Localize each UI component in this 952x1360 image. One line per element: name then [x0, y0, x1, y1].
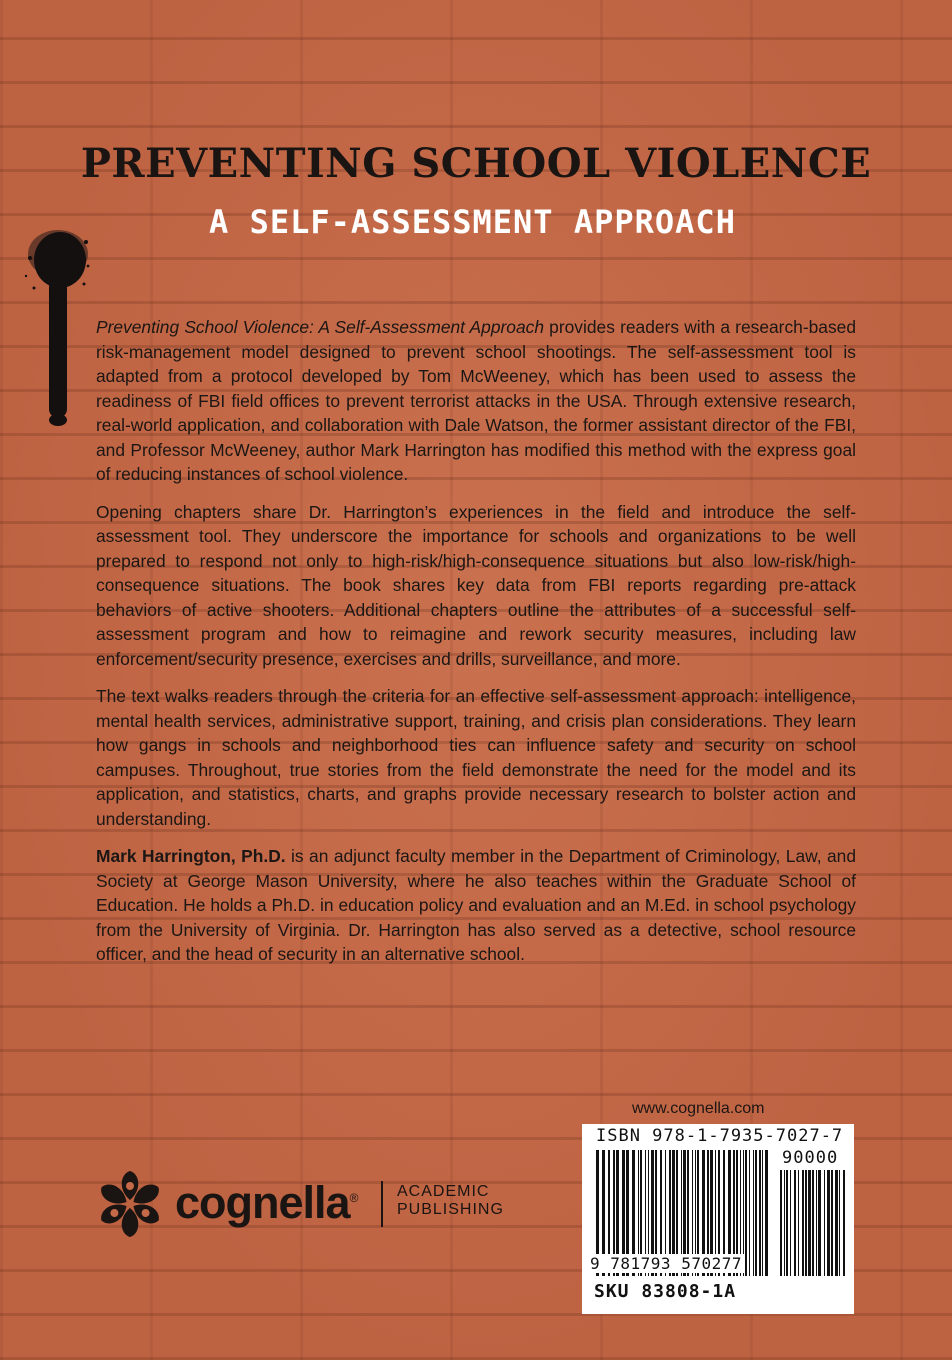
book-title: PREVENTING SCHOOL VIOLENCE — [80, 140, 872, 187]
publisher-divider — [381, 1181, 383, 1227]
spray-paint-drip — [22, 228, 92, 428]
publisher-name: cognella® — [175, 1177, 358, 1228]
isbn-barcode — [582, 1124, 854, 1314]
publisher-website: www.cognella.com — [632, 1100, 765, 1117]
author-bio-text: is an adjunct faculty member in the Department of Criminology, Law, and Society at George Mason University, where he also teaches within the Graduate School of Education. He holds a Ph.D. in education policy and evaluation and an M.Ed. in school psychology from the University of Virginia. Dr. Harrington has also served as a detective, school resource officer, and the head of security in an alternative school. — [96, 846, 857, 964]
author-bio — [96, 844, 856, 967]
price-code: 90000 — [782, 1148, 839, 1168]
paragraph-criteria: The text walks readers through the criteria for an effective self-assessment approach: intelligence, mental health services, administrative support, training, and crisis plan considerations. They learn how gangs in schools and neighborhood ties can influence safety and security on school campuses. Throughout, true stories from the field demonstrate the need for the model and its application, and statistics, charts, and graphs provide necessary research to bolster action and understanding. — [96, 686, 856, 829]
publisher-logo — [95, 1167, 515, 1241]
barcode-digits: 9 781793 570277 — [590, 1254, 742, 1273]
author-name: Mark Harrington, Ph.D. — [96, 846, 286, 866]
sku-number: SKU 83808-1A — [594, 1281, 737, 1302]
cognella-flower-icon — [95, 1169, 165, 1239]
addon-barcode-bars — [780, 1170, 846, 1276]
publisher-tagline: ACADEMIC PUBLISHING — [397, 1183, 504, 1218]
paragraph-intro — [96, 315, 856, 487]
paragraph-intro-text: provides readers with a research-based risk-management model designed to prevent school shootings. The self-assessment tool is adapted from a protocol developed by Tom McWeeney, which has been used to assess the readiness of FBI field offices to prevent terrorist attacks in the USA. Through extensive research, real-world application, and collaboration with Dale Watson, the former assistant director of the FBI, and Professor McWeeney, author Mark Harrington has modified this method with the express goal of reducing instances of school violence. — [96, 317, 856, 484]
isbn-number: ISBN 978-1-7935-7027-7 — [596, 1126, 844, 1146]
paragraph-chapters: Opening chapters share Dr. Harrington’s experiences in the field and introduce the self-assessment tool. They underscore the importance for schools and organizations to be well prepared to respond not only to high-risk/high-consequence situations but also low-risk/high-consequence situations. The book shares key data from FBI reports regarding pre-attack behaviors of active shooters. Additional chapters outline the attributes of a successful self-assessment program and how to reimagine and rework security measures, including law enforcement/security presence, exercises and drills, surveillance, and more. — [96, 501, 856, 669]
description-text — [96, 315, 856, 980]
book-subtitle: A SELF-ASSESSMENT APPROACH — [209, 203, 736, 241]
book-title-inline: Preventing School Violence: A Self-Assessment Approach — [96, 317, 544, 337]
